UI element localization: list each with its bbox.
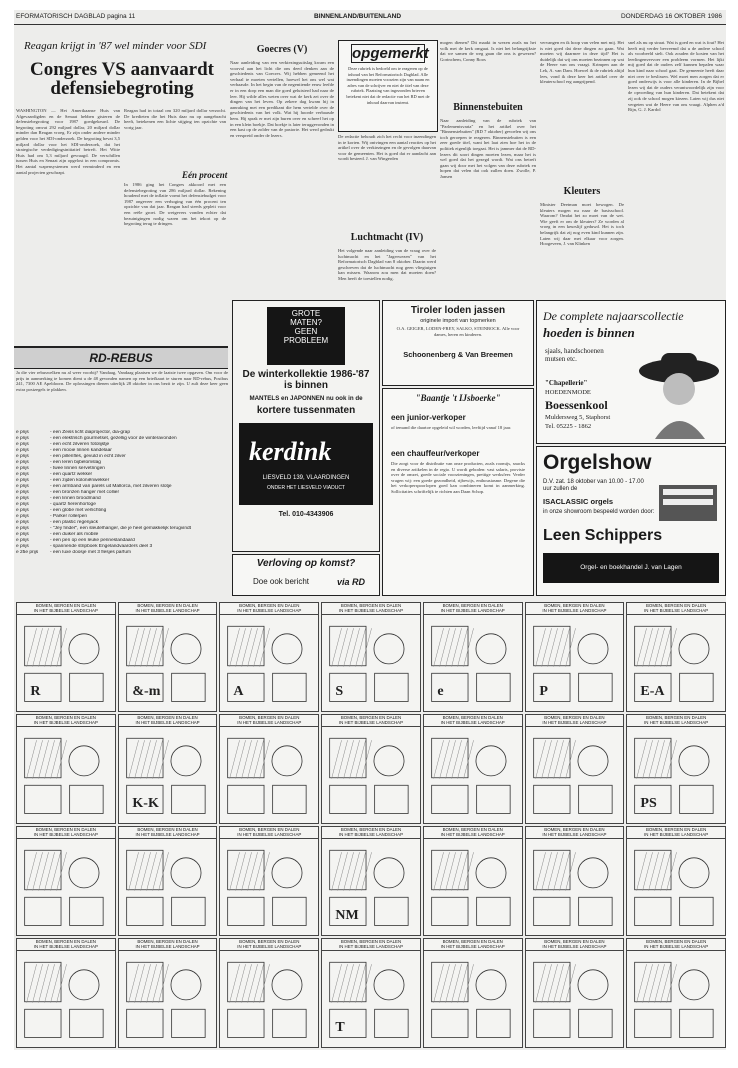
rebus-tile-caption xyxy=(220,827,318,839)
rebus-tile xyxy=(626,602,726,712)
rebus-tile xyxy=(16,602,116,712)
hoeden-ad xyxy=(536,300,726,444)
rebus-tile-caption xyxy=(322,827,420,839)
orgelshow-title: Orgelshow xyxy=(543,451,652,474)
rebus-tile-caption xyxy=(119,603,217,615)
rebus-tile xyxy=(16,826,116,936)
baantje-job1-text: of iemand die daartoe opgeleid wil worden, leeftijd vanaf 18 jaar. xyxy=(391,425,512,430)
rebus-prize-label: e prijs xyxy=(16,478,29,483)
rebus-tile-caption xyxy=(627,827,725,839)
rebus-prize-text: - een luxe doosje met 3 flesjes parfum xyxy=(50,550,132,555)
kerdink-sub: ONDER HET LIESVELD VIADUCT xyxy=(267,485,345,491)
kerdink-tel: Tel. 010-4343906 xyxy=(278,511,334,518)
rebus-tile xyxy=(423,826,523,936)
rebus-tile xyxy=(118,714,218,824)
tiroler-ad xyxy=(382,300,534,386)
rebus-tile xyxy=(321,602,421,712)
orgelshow-ad xyxy=(536,446,726,596)
rebus-tile xyxy=(219,938,319,1048)
rebus-tile-drawing xyxy=(119,727,215,821)
rebus-prize-text: - een bronzen hanger met collier xyxy=(50,490,120,495)
rebus-prize-label: e prijs xyxy=(16,514,29,519)
lead-body-col2: Reagan had in totaal om 320 miljard dollar verzocht. De kredieten die het Huis daar nu op aangebracht heeft, betekenen een lichte stijging ten opzichte van vorig jaar. xyxy=(124,108,226,130)
rebus-tile-drawing xyxy=(322,615,418,709)
col6-body: snel als nu op straat. Wat is goed en wat is fout? Het heeft mij verder bevreemd dat u de andere school als voorbeeld stelt. Ook zouden de kosten van het leerlingenvervoer een probleem vormen. Het lijkt mij goed dat de ouders zelf kunnen bepalen waar hun kind naar school gaat. De gemeente heeft daar niet over te beslissen. Wel moet men zorgen dat er goed onderwijs is voor alle kinderen. In de Bijbel lezen wij dat de ouders verantwoordelijk zijn voor de opvoeding van hun kinderen. Dat betekent dat zij ook de school mogen kiezen. Laten wij dus niet vergeten wat de Heere van ons vraagt. Alphen a/d Rijn, G. J. Kardol xyxy=(628,40,724,113)
rebus-tile xyxy=(626,826,726,936)
rebus-tile-caption xyxy=(17,827,115,839)
opgemerkt-box xyxy=(338,40,438,132)
rebus-tile-drawing xyxy=(424,727,520,821)
baantje-title: "Baantje 't IJsboerke" xyxy=(415,393,501,403)
hoeden-items: sjaals, handschoenen mutsen etc. xyxy=(545,347,604,363)
tile-caption-line2: IN HET BIJBELSE LANDSCHAP xyxy=(644,608,709,613)
goecres-title: Goecres (V) xyxy=(256,44,308,55)
rebus-tile xyxy=(219,826,319,936)
rebus-prize-text: - quartz herenhorloge xyxy=(50,502,96,507)
rebus-prize-text: - twee linnen servetringen xyxy=(50,466,105,471)
tile-caption-line2: IN HET BIJBELSE LANDSCHAP xyxy=(644,944,709,949)
tile-caption-line1: BOMEN, BERGEN EN DALEN xyxy=(137,939,198,944)
rebus-tile-label: K-K xyxy=(132,795,159,811)
rebus-tile-label: P xyxy=(538,683,548,699)
opgemerkt-body: De redactie behoudt zich het recht voor inzendingen in te korten. Wij ontvingen een aantal reacties op het artikel over de verkiezingen en de gevolgen daarvan voor de gemeenten. Het is goed dat er aandacht aan wordt besteed. J. van Wingerden xyxy=(338,134,436,162)
rebus-tile-caption xyxy=(424,827,522,839)
tile-caption-line2: IN HET BIJBELSE LANDSCHAP xyxy=(338,832,404,837)
rebus-prize-text: - een zijden koloniënwekker xyxy=(50,478,110,483)
rebus-tile xyxy=(525,714,625,824)
tile-caption-line2: IN HET BIJBELSE LANDSCHAP xyxy=(33,720,98,725)
rebus-prize-text: - een plastic regenjack xyxy=(50,520,98,525)
hoeden-brand: "Chapellerie" xyxy=(545,379,588,387)
rebus-tile xyxy=(219,714,319,824)
rebus-tile-drawing xyxy=(220,615,316,709)
tile-caption-line2: IN HET BIJBELSE LANDSCHAP xyxy=(33,832,98,837)
lead-subhead: Eén procent xyxy=(182,170,228,180)
rebus-tile-caption xyxy=(119,715,217,727)
rebus-tile-caption xyxy=(424,939,522,951)
rebus-header xyxy=(14,346,228,369)
rebus-prize-label: e prijs xyxy=(16,526,29,531)
kerdink-line2: MATEN? xyxy=(290,318,322,327)
hoeden-title: De complete najaarscollectie xyxy=(543,309,684,323)
rebus-tile-drawing xyxy=(424,839,520,933)
kerdink-line1: GROTE xyxy=(291,309,321,318)
rebus-prize-label: e prijs xyxy=(16,538,29,543)
rebus-tile-drawing xyxy=(424,615,520,709)
rebus-tile-caption xyxy=(17,939,115,951)
rebus-prize-item xyxy=(16,550,228,556)
rebus-title: RD-REBUS xyxy=(89,351,153,365)
rebus-tile xyxy=(423,602,523,712)
baantje-job2-text: Die zorgt voor de distributie van onze producten, zoals roomijs, snacks en diverse artikelen in de regio. U wordt geboden: vast salaris, provisie over de omzet, goede sociale voorzieningen, prettige werksfeer. Verder vragen wij: een goede gezondheid, rijbewijs, enthousiasme. Degene die het verkoperspoorlopen goed kan combineren komt in aanmerking. Sollicitaties schriftelijk te richten aan Daan Schop. xyxy=(391,461,525,494)
rebus-tile-caption xyxy=(220,603,318,615)
rebus-tile-drawing xyxy=(627,615,723,709)
rebus-intro: Ja die vier rebuswelken nu al weer voorbij? Vandaag, Vandaag plaatsen we de laatste twee opgaven. Om voor de prijs in aanmerking te komen dient u de 48 gevonden namen op een briefkaart te sturen naar RD-rebus, Postbus 241, 7300 AE Apeldoorn. De oplossingen dienen uiterlijk 28 oktober in ons bezit te zijn. U zult deze keer geen extra postzegels te plakken. xyxy=(16,370,228,392)
tile-caption-line2: IN HET BIJBELSE LANDSCHAP xyxy=(338,608,404,613)
lead-kicker: Reagan krijgt in '87 wel minder voor SDI xyxy=(24,40,207,52)
rebus-tile-label: A xyxy=(233,683,244,699)
rebus-prize-text: - een armband van parels uit Mallorca, met zilveren slotje xyxy=(50,484,172,489)
rebus-tile-caption xyxy=(627,939,725,951)
kerdink-address: LIESVELD 139, VLAARDINGEN xyxy=(262,475,350,481)
tile-caption-line2: IN HET BIJBELSE LANDSCHAP xyxy=(542,608,607,613)
rebus-prize-label: e prijs xyxy=(16,490,29,495)
binnenste-title: Binnenstebuiten xyxy=(453,102,523,113)
rebus-tile-label: S xyxy=(335,683,344,699)
rebus-prize-label: e prijs xyxy=(16,448,29,453)
kerdink-burst xyxy=(267,307,345,365)
rebus-tile-drawing xyxy=(17,615,113,709)
rebus-tile-drawing xyxy=(119,839,215,933)
tile-caption-line2: IN HET BIJBELSE LANDSCHAP xyxy=(440,720,505,725)
rebus-tile-drawing xyxy=(627,839,723,933)
rebus-prize-text: - "Jey finder", een sleutelhanger, die je heel gemakkelijk terugvindt xyxy=(50,526,191,531)
verloving-title: Verloving op komst? xyxy=(256,558,356,569)
tile-caption-line1: BOMEN, BERGEN EN DALEN xyxy=(137,603,198,608)
rebus-prize-text: - een echt zilveren fotolijstje xyxy=(50,442,110,447)
rebus-tile-label: PS xyxy=(640,795,658,811)
tile-caption-line2: IN HET BIJBELSE LANDSCHAP xyxy=(644,832,709,837)
tile-caption-line2: IN HET BIJBELSE LANDSCHAP xyxy=(440,832,505,837)
masthead-section: BINNENLAND/BUITENLAND xyxy=(314,13,402,20)
rebus-tile-caption xyxy=(322,939,420,951)
rebus-tile-drawing xyxy=(119,951,215,1045)
rebus-tile-drawing xyxy=(220,951,316,1045)
rebus-prize-list xyxy=(16,430,228,598)
kerdink-mantels: MANTELS en JAPONNEN nu ook in de xyxy=(249,395,363,402)
masthead xyxy=(14,10,726,25)
tile-caption-line2: IN HET BIJBELSE LANDSCHAP xyxy=(237,944,302,949)
rebus-tile xyxy=(525,826,625,936)
tiroler-shop: Schoonenberg & Van Breemen xyxy=(403,350,513,359)
tile-caption-line2: IN HET BIJBELSE LANDSCHAP xyxy=(237,720,302,725)
tile-caption-line1: BOMEN, BERGEN EN DALEN xyxy=(137,827,198,832)
kerdink-logo: kerdink xyxy=(249,437,332,466)
tile-caption-line1: BOMEN, BERGEN EN DALEN xyxy=(35,939,96,944)
rebus-prize-label: e prijs xyxy=(16,454,29,459)
rebus-tile-drawing xyxy=(627,727,723,821)
opgemerkt-intro: Deze rubriek is bedoeld om te reageren op de inhoud van het Reformatorisch Dagblad. Alle inzendingen moeten voorzien zijn van naam en adres van de schrijver en niet de titel van deze rubriek. Plaatsing van ingezonden brieven betekent niet dat de redactie van het RD met de inhoud daarvan instemt. xyxy=(346,66,430,105)
rebus-tile-caption xyxy=(17,715,115,727)
rebus-prize-label: e prijs xyxy=(16,544,29,549)
verloving-rd: via RD xyxy=(337,577,366,587)
tile-caption-line1: BOMEN, BERGEN EN DALEN xyxy=(646,827,707,832)
kerdink-main: De winterkollektie 1986-'87 is binnen xyxy=(242,369,370,391)
rebus-tile-drawing xyxy=(526,615,622,709)
rebus-tile-label: &-m xyxy=(132,683,161,699)
kerdink-ad xyxy=(232,300,380,552)
rebus-tile-caption xyxy=(17,603,115,615)
hoeden-shop: Boessenkool xyxy=(545,398,608,412)
masthead-date: DONDERDAG 16 OKTOBER 1986 xyxy=(620,13,722,20)
rebus-tile xyxy=(525,602,625,712)
rebus-tile xyxy=(118,826,218,936)
rebus-prize-label: e prijs xyxy=(16,484,29,489)
col4-top-body: mogen dienen? Dit maakt in wezen zoals nu het volk met de kerk omgaat. Is niet het belangrijkste dat we samen de weg gaan die ons is gewezen? Gorinchem, Conny Roos xyxy=(440,40,536,62)
rebus-tile-drawing xyxy=(17,951,113,1045)
tile-caption-line1: BOMEN, BERGEN EN DALEN xyxy=(544,603,605,608)
rebus-prize-text: - een quartz wekker xyxy=(50,472,93,477)
kerdink-tussen: kortere tussenmaten xyxy=(256,405,356,416)
rebus-prize-text: - een elektrisch gourmetset, gezellig voor de winteravonden xyxy=(50,436,177,441)
rebus-tile-drawing xyxy=(119,615,215,709)
kerdink-line3: GEEN xyxy=(294,327,318,336)
rebus-tile-caption xyxy=(627,715,725,727)
tile-caption-line2: IN HET BIJBELSE LANDSCHAP xyxy=(135,608,200,613)
rebus-tile-caption xyxy=(322,603,420,615)
tile-caption-line1: BOMEN, BERGEN EN DALEN xyxy=(544,715,605,720)
tile-caption-line1: BOMEN, BERGEN EN DALEN xyxy=(239,715,300,720)
rebus-tile xyxy=(626,714,726,824)
rebus-tile-drawing xyxy=(220,727,316,821)
rebus-prize-label: e prijs xyxy=(16,520,29,525)
tile-caption-line1: BOMEN, BERGEN EN DALEN xyxy=(544,939,605,944)
kleuters-title: Kleuters xyxy=(563,186,601,197)
tile-caption-line2: IN HET BIJBELSE LANDSCHAP xyxy=(135,720,200,725)
tile-caption-line2: IN HET BIJBELSE LANDSCHAP xyxy=(338,720,404,725)
kerdink-logo-block xyxy=(239,423,373,505)
rebus-prize-label: e prijs xyxy=(16,466,29,471)
tile-caption-line1: BOMEN, BERGEN EN DALEN xyxy=(239,827,300,832)
tile-caption-line2: IN HET BIJBELSE LANDSCHAP xyxy=(542,832,607,837)
rebus-prize-text: - Parker rollerpen xyxy=(50,514,88,519)
verloving-ad xyxy=(232,554,380,596)
baantje-ad xyxy=(382,388,534,596)
rebus-prize-label: e prijs xyxy=(16,508,29,513)
rebus-prize-label: e prijs xyxy=(16,472,29,477)
rebus-prize-text: - spannende stripboek Engelandvaarders deel 3 xyxy=(50,544,153,549)
rebus-tile-caption xyxy=(424,715,522,727)
tile-caption-line1: BOMEN, BERGEN EN DALEN xyxy=(340,827,402,832)
hoeden-mode: HOEDENMODE xyxy=(545,389,591,396)
rebus-prize-text: - een leren bijbelomslag xyxy=(50,460,101,465)
tile-caption-line2: IN HET BIJBELSE LANDSCHAP xyxy=(542,720,607,725)
rebus-tile-label: e xyxy=(437,683,444,699)
tile-caption-line1: BOMEN, BERGEN EN DALEN xyxy=(442,715,503,720)
tile-caption-line2: IN HET BIJBELSE LANDSCHAP xyxy=(338,944,404,949)
rebus-tile xyxy=(626,938,726,1048)
masthead-left: EFORMATORISCH DAGBLAD pagina 11 xyxy=(16,13,136,20)
newspaper-page xyxy=(14,10,726,1050)
kleuters-body: Minister Deetman moet bewogen. De kleuters mogen nu naar de basisschool. Waarom? Omdat het zo moet van de wet. Wie geeft er om de kleuters? Ze worden al vroeg in een keurslijf geduwd. Het is toch belangrijk dat zij nog even kind kunnen zijn. Laten wij daar met elkaar voor zorgen. Hoogeveen, J. van Klinken xyxy=(540,202,624,247)
rebus-tile xyxy=(16,938,116,1048)
rebus-tile-drawing xyxy=(627,951,723,1045)
orgelshow-isac: ISACLASSIC orgels xyxy=(543,497,614,506)
tile-caption-line2: IN HET BIJBELSE LANDSCHAP xyxy=(237,832,302,837)
kerdink-line4: PROBLEEM xyxy=(283,336,329,345)
rebus-prize-label: e 25e prijs xyxy=(16,550,39,555)
rebus-tile-caption xyxy=(119,939,217,951)
col5-top-body: vervangen en ik hoop van velen met mij. Het is niet goed dat deze dingen zo gaan. Wat moeten wij daarmee in deze tijd? Het is duidelijk dat wij ons moeten bezinnen op wat de Heere van ons vraagt. Krimpen aan de Lek, A. van Dam. Hoewel ik de rubriek altijd lees, vond ik deze keer het artikel over de kleuterschool erg aangrijpend. xyxy=(540,40,624,85)
hoeden-tel: Tel. 05225 - 1862 xyxy=(545,423,592,430)
rebus-tile-drawing xyxy=(526,727,622,821)
rebus-tile-caption xyxy=(526,603,624,615)
rebus-prize-text: - een mooie linnen kandelaar xyxy=(50,448,112,453)
tiroler-title: Tiroler loden jassen xyxy=(410,305,506,316)
rebus-tile-drawing xyxy=(322,727,418,821)
tile-caption-line1: BOMEN, BERGEN EN DALEN xyxy=(35,827,96,832)
rebus-tile-label: E-A xyxy=(640,683,665,699)
tile-caption-line2: IN HET BIJBELSE LANDSCHAP xyxy=(644,720,709,725)
tile-caption-line1: BOMEN, BERGEN EN DALEN xyxy=(137,715,198,720)
binnenste-body: Naar aanleiding van de rubriek van "Parlementsvaria" en het artikel over het "Binnenstebuiten" (RD 7 oktober) gevoelen wij ons toch geroepen te reageren. Binnenstebuiten is een zeer goede titel, want het laat zien hoe het in de politiek eigenlijk toegaat. Het is jammer dat de RD-lezers dit soort dingen moeten lezen, maar het is wel goed dat het gezegd wordt. Wat ons betreft gaan wij door met het volgen van deze rubriek en hopen dat velen dat ook zullen doen. Zwolle, P. Jansen xyxy=(440,118,536,179)
rebus-tile-label: T xyxy=(335,1019,345,1035)
tile-caption-line2: IN HET BIJBELSE LANDSCHAP xyxy=(135,832,200,837)
rebus-prize-label: e prijs xyxy=(16,502,29,507)
rebus-tile-caption xyxy=(119,827,217,839)
lead-headline: Congres VS aanvaardt defensiebegroting xyxy=(29,59,215,99)
hoeden-addr: Muldersweg 5, Staphorst xyxy=(545,414,611,421)
hoeden-title2: hoeden is binnen xyxy=(543,325,635,340)
rebus-prize-label: e prijs xyxy=(16,430,29,435)
tile-caption-line2: IN HET BIJBELSE LANDSCHAP xyxy=(542,944,607,949)
rebus-tile xyxy=(525,938,625,1048)
rebus-prize-text: - een globe met verlichting xyxy=(50,508,107,513)
lead-body-col3: In 1986 ging het Congres akkoord met een defensiebegroting van 286 miljard dollar. Rekening houdend met de inflatie vormt het defensiebudget voor 1987 ongeveer een verhoging van één procent ten opzichte van dat jaar. Reagan had steeds gepleit voor een reële groei. De wetgevers vonden echter dat bezuinigingen nodig waren om het tekort op de begroting terug te dringen. xyxy=(124,182,226,227)
rebus-tile-drawing xyxy=(322,951,418,1045)
tile-caption-line1: BOMEN, BERGEN EN DALEN xyxy=(340,939,402,944)
tile-caption-line2: IN HET BIJBELSE LANDSCHAP xyxy=(237,608,302,613)
rebus-tile xyxy=(321,714,421,824)
luchtmacht-title: Luchtmacht (IV) xyxy=(350,232,424,243)
rebus-prize-label: e prijs xyxy=(16,442,29,447)
rebus-prize-text: - een pen op een leuke penneslandaard xyxy=(50,538,135,543)
tile-caption-line1: BOMEN, BERGEN EN DALEN xyxy=(544,827,605,832)
goecres-body: Naar aanleiding van een verkiezingsuitslag kwam een voorval aan het licht die ons deed denken aan de geschiedenis van Goecres. Wij hebben gemeend het verhaal te moeten vertellen, hoewel het ons wel wat verbaasde. In het begin van de negentiende eeuw leefde er in een dorp een man die goed geluisterd had naar de leer. Hij wilde alles weten over wat de kerk zei over de dingen van het leven. Op zekere dag kwam hij in aanraking met een predikant die hem vertelde over de geschiedenis van het volk. Wat hij hoorde verbaasde hem. Hij sprak er met zijn buren over en schreef het op in een klein boekje. Dat boekje is later teruggevonden in een kast op de zolder van de pastorie. Het werd gedrukt en verspreid onder de lezers. xyxy=(230,60,334,138)
rebus-prize-text: - een linnen broodmand xyxy=(50,496,101,501)
rebus-tile-drawing xyxy=(17,839,113,933)
rebus-tile-label: R xyxy=(30,683,41,699)
opgemerkt-title: opgemerkt xyxy=(352,45,429,62)
tile-caption-line1: BOMEN, BERGEN EN DALEN xyxy=(646,715,707,720)
rebus-tile-caption xyxy=(526,939,624,951)
rebus-prize-text: - een Zeiss licht diaprojector, dia-grap xyxy=(50,430,130,435)
organ-illustration xyxy=(657,479,719,523)
tile-caption-line2: IN HET BIJBELSE LANDSCHAP xyxy=(440,944,505,949)
tile-caption-line1: BOMEN, BERGEN EN DALEN xyxy=(646,939,707,944)
tile-caption-line1: BOMEN, BERGEN EN DALEN xyxy=(442,603,503,608)
rebus-tile-caption xyxy=(627,603,725,615)
orgelshow-name: Leen Schippers xyxy=(543,527,663,544)
rebus-prize-label: e prijs xyxy=(16,496,29,501)
tiroler-sub: originele import van topmerken xyxy=(420,318,496,324)
rebus-tile xyxy=(321,826,421,936)
orgelshow-date: D.V. zat. 18 oktober van 10.00 - 17.00 uur zullen de xyxy=(543,479,644,492)
orgelshow-shop: Orgel- en boekhandel J. van Lagen xyxy=(543,553,719,583)
tile-caption-line2: IN HET BIJBELSE LANDSCHAP xyxy=(33,608,98,613)
rebus-tile-drawing xyxy=(526,839,622,933)
rebus-tile-caption xyxy=(424,603,522,615)
rebus-tile-caption xyxy=(526,827,624,839)
rebus-tile xyxy=(219,602,319,712)
rebus-tile-drawing xyxy=(17,727,113,821)
luchtmacht-body: Het volgende naar aanleiding van de vraag over de luchtmacht en het "Jagerwezen" van het Reformatorisch Dagblad van 8 oktober. Daarin werd geschreven dat de luchtmacht nog geen vliegtuigen kan missen. Waarom zou men dat moeten doen? Men heeft de toestellen nodig. xyxy=(338,248,436,281)
orgelshow-show: in onze showroom bespeeld worden door: xyxy=(543,509,655,515)
rebus-tile-caption xyxy=(220,715,318,727)
tile-caption-line1: BOMEN, BERGEN EN DALEN xyxy=(239,939,300,944)
tile-caption-line1: BOMEN, BERGEN EN DALEN xyxy=(442,939,503,944)
rebus-tile xyxy=(423,938,523,1048)
rebus-tile xyxy=(321,938,421,1048)
rebus-tile xyxy=(118,938,218,1048)
tile-caption-line2: IN HET BIJBELSE LANDSCHAP xyxy=(440,608,505,613)
rebus-prize-label: e prijs xyxy=(16,532,29,537)
rebus-tile xyxy=(118,602,218,712)
rebus-tile-grid xyxy=(16,602,724,1046)
rebus-tile-drawing xyxy=(322,839,418,933)
tile-caption-line1: BOMEN, BERGEN EN DALEN xyxy=(646,603,707,608)
baantje-job1: een junior-verkoper xyxy=(391,413,466,422)
baantje-job2: een chauffeur/verkoper xyxy=(391,449,480,458)
tile-caption-line1: BOMEN, BERGEN EN DALEN xyxy=(442,827,503,832)
tile-caption-line2: IN HET BIJBELSE LANDSCHAP xyxy=(33,944,98,949)
tiroler-brands: O.A. GEIGER, LODEN-FREY, SALKO, STEINBOCK. Alle voor dames, heren en kinderen. xyxy=(396,326,520,337)
tile-caption-line1: BOMEN, BERGEN EN DALEN xyxy=(239,603,300,608)
rebus-tile-caption xyxy=(526,715,624,727)
rebus-tile-drawing xyxy=(424,951,520,1045)
rebus-prize-text: - een pillenfles, gevuld in echt zilver xyxy=(50,454,126,459)
tile-caption-line2: IN HET BIJBELSE LANDSCHAP xyxy=(135,944,200,949)
lead-body-col1: WASHINGTON — Het Amerikaanse Huis van Afgevaardigden en de Senaat hebben gisteren de defensiebegroting voor 1987 goedgekeurd. De begroting omvat 292 miljard dollar, 20 miljard dollar minder dan Reagan vroeg. Er zijn onder andere minder gelden voor het SDI-onderzoek. De begroting bevat 3,5 miljard dollar voor het SDI-onderzoek, dat het strategische verdedigingsinitiatief betreft. Het Witte Huis had om 5,3 miljard gevraagd. De verschillen tussen Huis en Senaat zijn opgelost in een compromis. Het aantal wapensystemen werd verminderd en een aantal projecten geschrapt. xyxy=(16,108,120,175)
rebus-tile-drawing xyxy=(526,951,622,1045)
hat-model-illustration xyxy=(635,341,721,439)
tile-caption-line1: BOMEN, BERGEN EN DALEN xyxy=(35,715,96,720)
rebus-tile-label: NM xyxy=(335,907,359,923)
rebus-prize-label: e prijs xyxy=(16,460,29,465)
rebus-tile xyxy=(16,714,116,824)
verloving-sub: Doe ook bericht xyxy=(253,577,310,586)
tile-caption-line1: BOMEN, BERGEN EN DALEN xyxy=(340,715,402,720)
rebus-tile-drawing xyxy=(220,839,316,933)
rebus-tile-caption xyxy=(322,715,420,727)
rebus-tile-caption xyxy=(220,939,318,951)
rebus-prize-label: e prijs xyxy=(16,436,29,441)
rebus-prize-text: - een duiker als mobile xyxy=(50,532,99,537)
rebus-tile xyxy=(423,714,523,824)
tile-caption-line1: BOMEN, BERGEN EN DALEN xyxy=(35,603,96,608)
tile-caption-line1: BOMEN, BERGEN EN DALEN xyxy=(340,603,402,608)
